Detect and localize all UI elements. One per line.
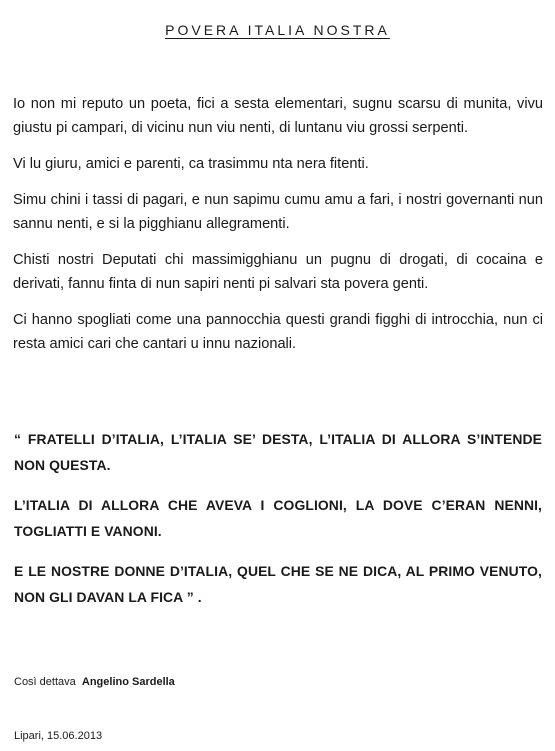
- chorus-block: [14, 426, 542, 624]
- poem-paragraph: Simu chini i tassi di pagari, e nun sapimu cumu amu a fari, i nostri governanti nun sannu nenti, e si la pigghianu allegramenti.: [13, 192, 543, 232]
- poem-body: [13, 92, 543, 368]
- signature-prefix: Così dettava: [14, 676, 76, 688]
- author-name: Angelino Sardella: [81, 676, 175, 688]
- chorus-paragraph: E LE NOSTRE DONNE D’ITALIA, QUEL CHE SE NE DICA, AL PRIMO VENUTO, NON GLI DAVAN LA FICA ” .: [14, 563, 542, 605]
- poem-paragraph: Vi lu giuru, amici e parenti, ca trasimmu nta nera fitenti.: [13, 156, 369, 172]
- poem-paragraph: Io non mi reputo un poeta, fici a sesta elementari, sugnu scarsu di munita, vivu giustu pi campari, di vicinu nun viu nenti, di luntanu viu grossi serpenti.: [13, 96, 543, 136]
- poem-paragraph: Ci hanno spogliati come una pannocchia questi grandi figghi di introcchia, nun ci resta amici cari che cantari u innu nazionali.: [13, 312, 543, 352]
- chorus-paragraph: “ FRATELLI D’ITALIA, L’ITALIA SE’ DESTA, L’ITALIA DI ALLORA S’INTENDE NON QUESTA.: [14, 431, 542, 473]
- poem-paragraph: Chisti nostri Deputati chi massimigghianu un pugnu di drogati, di cocaina e derivati, fannu finta di nun sapiri nenti pi salvari sta povera genti.: [13, 252, 543, 292]
- document-title: POVERA ITALIA NOSTRA: [165, 22, 390, 38]
- signature-line: [14, 676, 175, 688]
- place-date: Lipari, 15.06.2013: [14, 730, 103, 742]
- chorus-paragraph: L’ITALIA DI ALLORA CHE AVEVA I COGLIONI, LA DOVE C’ERAN NENNI, TOGLIATTI E VANONI.: [14, 497, 542, 539]
